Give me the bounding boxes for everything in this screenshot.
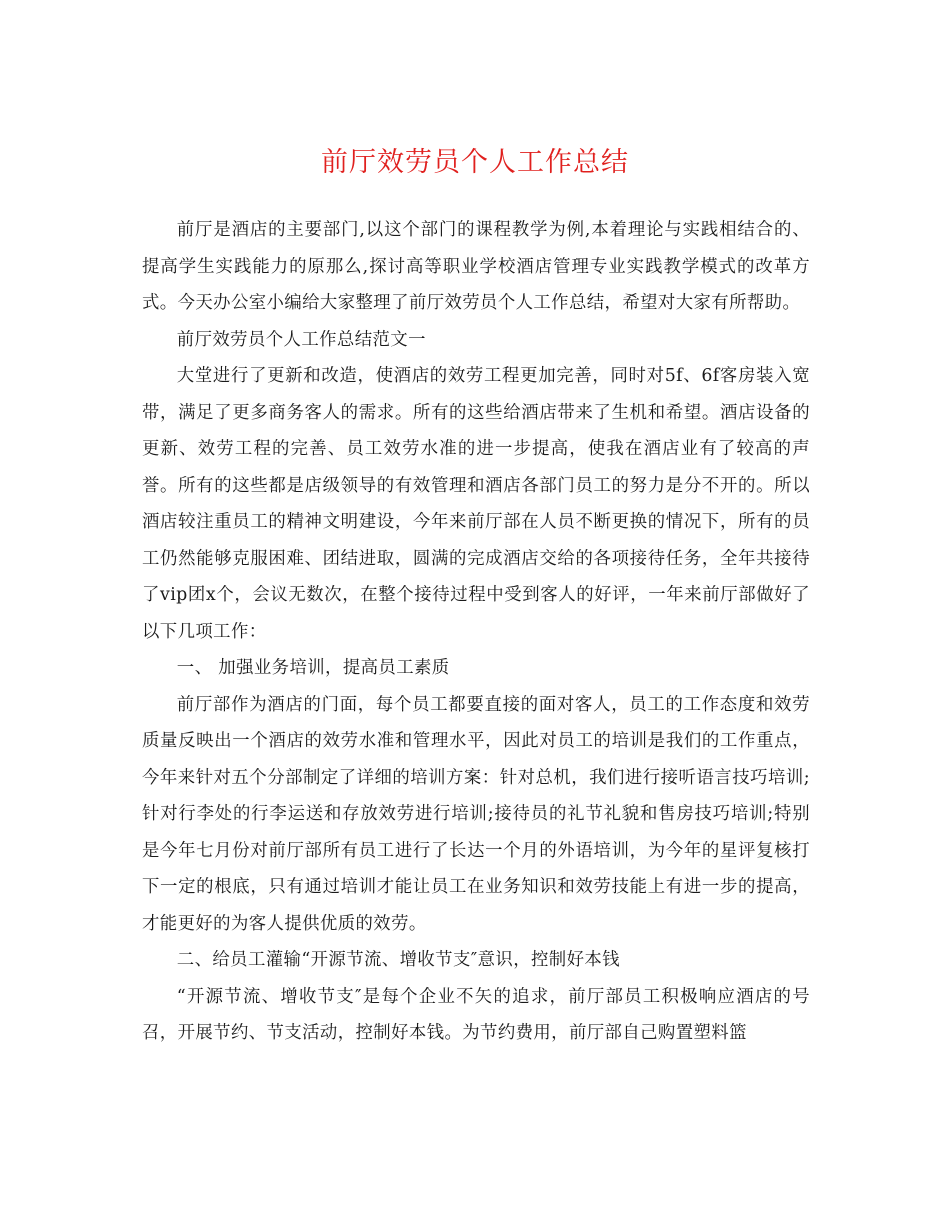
document-body [142,212,810,1052]
paragraph-intro: 前厅是酒店的主要部门,以这个部门的课程教学为例,本着理论与实践相结合的、提高学生实践能力的原那么,探讨高等职业学校酒店管理专业实践教学模式的改革方式。今天办公室小编给大家整理了前厅效劳员个人工作总结，希望对大家有所帮助。 [142,220,810,313]
paragraph-lobby: 大堂进行了更新和改造，使酒店的效劳工程更加完善，同时对5f、6f客房装入宽带，满足了更多商务客人的需求。所有的这些给酒店带来了生机和希望。酒店设备的更新、效劳工程的完善、员工效劳水准的进一步提高，使我在酒店业有了较高的声誉。所有的这些都是店级领导的有效管理和酒店各部门员工的努力是分不开的。所以酒店较注重员工的精神文明建设，今年来前厅部在人员不断更换的情况下，所有的员工仍然能够克服困难、团结进取，圆满的完成酒店交给的各项接待任务，全年共接待了vip团x个，会议无数次，在整个接待过程中受到客人的好评，一年来前厅部做好了以下几项工作： [142,366,810,642]
section-heading-training: 一、 加强业务培训，提高员工素质 [176,658,450,678]
section-heading-cost-control: 二、给员工灌输“开源节流、增收节支″意识，控制好本钱 [176,950,620,970]
paragraph-training: 前厅部作为酒店的门面，每个员工都要直接的面对客人，员工的工作态度和效劳质量反映出一个酒店的效劳水准和管理水平，因此对员工的培训是我们的工作重点，今年来针对五个分部制定了详细的培训方案：针对总机，我们进行接听语言技巧培训;针对行李处的行李运送和存放效劳进行培训;接待员的礼节礼貌和售房技巧培训;特别是今年七月份对前厅部所有员工进行了长达一个月的外语培训，为今年的星评复核打下一定的根底，只有通过培训才能让员工在业务知识和效劳技能上有进一步的提高，才能更好的为客人提供优质的效劳。 [142,694,810,934]
document-title: 前厅效劳员个人工作总结 [321,147,629,178]
paragraph-cost-control: “开源节流、增收节支″是每个企业不矢的追求，前厅部员工积极响应酒店的号召，开展节约、节支活动，控制好本钱。为节约费用，前厅部自己购置塑料篮 [142,986,810,1043]
paragraph-sample-heading: 前厅效劳员个人工作总结范文一 [176,329,426,350]
